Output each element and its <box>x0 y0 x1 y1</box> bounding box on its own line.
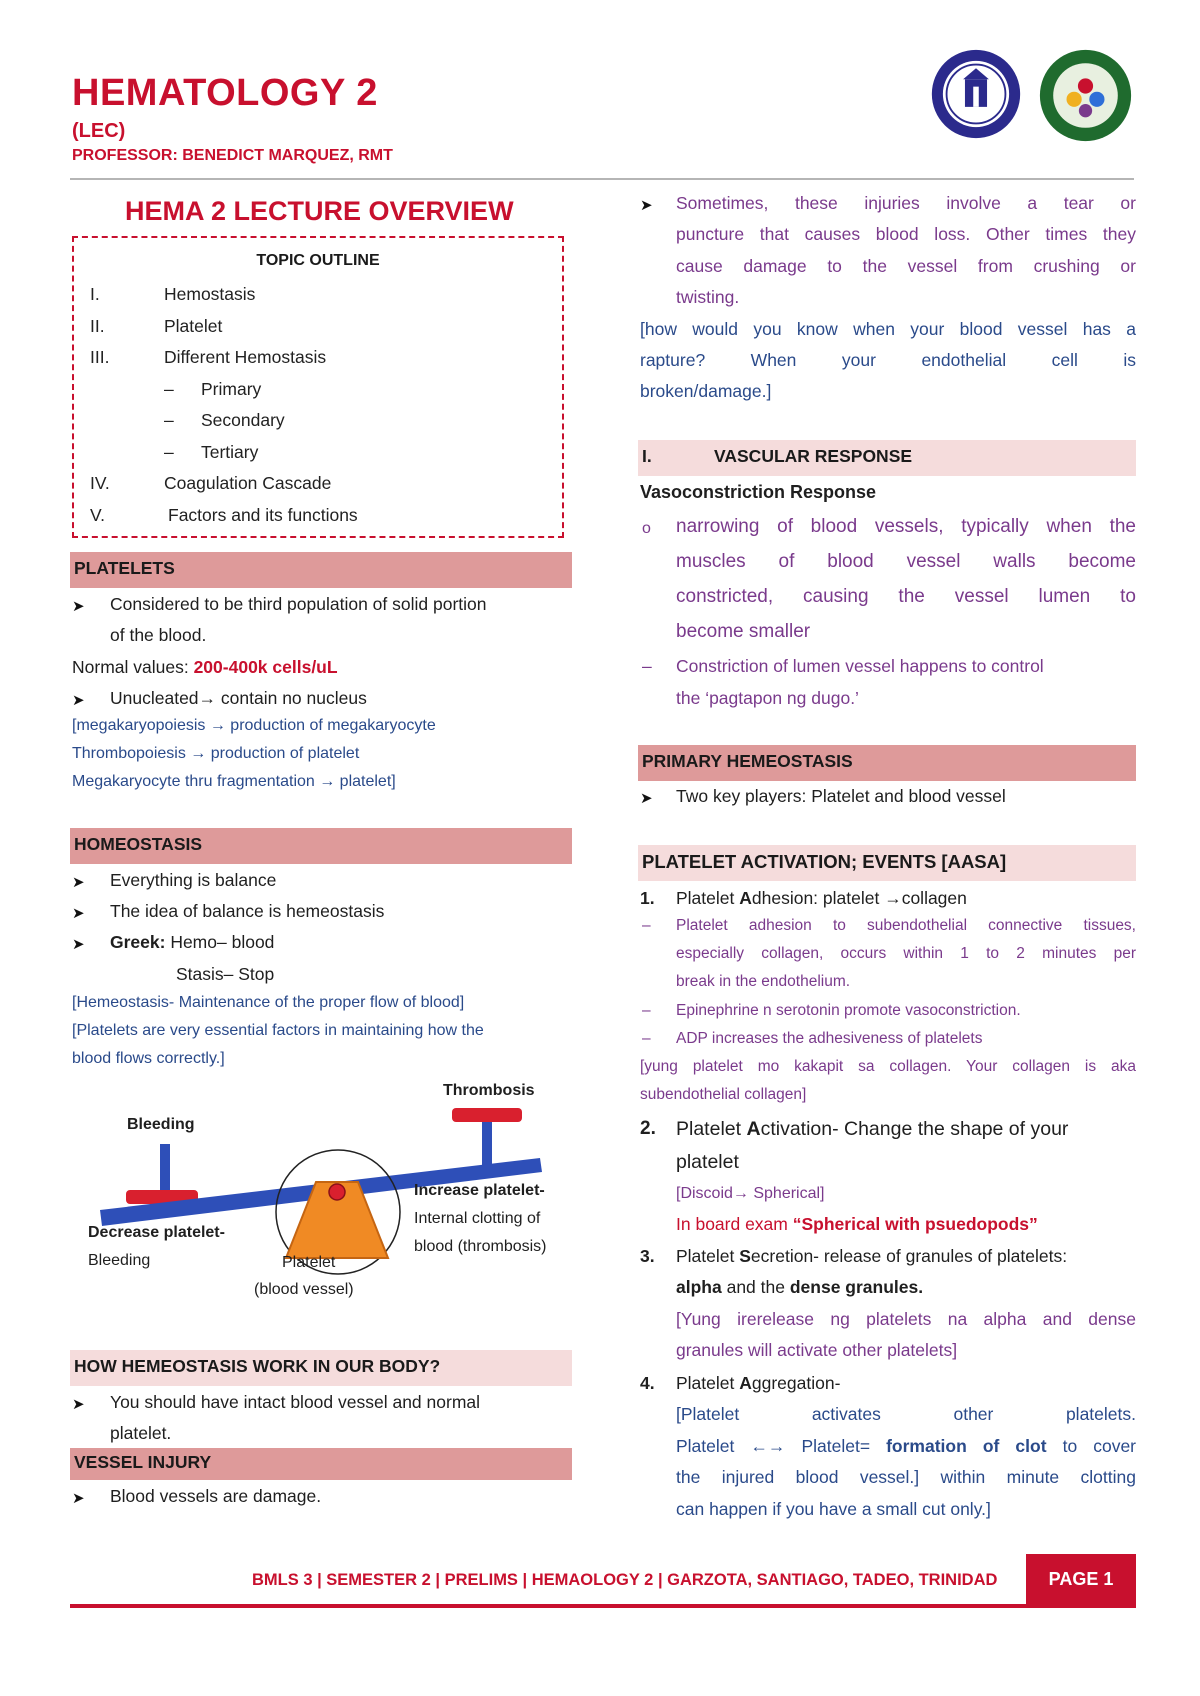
topic-outline-box: TOPIC OUTLINE I. Hemostasis II. Platelet III. Different Hemostasis – Primary – Secondary – Tertiary IV. Coagulation Cascade V. Factors and its functions <box>72 236 564 538</box>
rupture-note-line3: broken/damage.] <box>640 381 772 401</box>
seesaw-decrease-label: Decrease platelet- <box>88 1224 225 1241</box>
footer-text: BMLS 3 | SEMESTER 2 | PRELIMS | HEMAOLOGY 2 | GARZOTA, SANTIAGO, TADEO, TRINIDAD <box>252 1571 998 1589</box>
platelets-note-3: Megakaryocyte thru fragmentation → platelet] <box>72 773 396 790</box>
dash-bullet: – <box>642 1030 651 1047</box>
seesaw-label-thrombosis: Thrombosis <box>443 1082 535 1099</box>
event-1-sub1-line2: especially collagen, occurs within 1 to 2 minutes per <box>676 945 1136 962</box>
platelets-bullet-1: Considered to be third population of solid portion <box>110 594 487 614</box>
injury-para-line4: twisting. <box>676 287 740 307</box>
overview-title: HEMA 2 LECTURE OVERVIEW <box>125 196 514 226</box>
event-3-note-line1: [Yung irerelease ng platelets na alpha and dense <box>676 1309 1136 1329</box>
document-title: HEMATOLOGY 2 <box>72 72 378 114</box>
professor-line: PROFESSOR: BENEDICT MARQUEZ, RMT <box>72 147 393 164</box>
vaso-line2: muscles of blood vessel walls become <box>676 551 1136 572</box>
vaso-line3: constricted, causing the vessel lumen to <box>676 586 1136 607</box>
constriction-line2: the ‘pagtapon ng dugo.’ <box>676 688 859 708</box>
page-number: PAGE 1 <box>1026 1554 1136 1606</box>
seesaw-blood-vessel: (blood vessel) <box>254 1281 354 1298</box>
document-subtitle: (LEC) <box>72 120 126 142</box>
how-line-2: platelet. <box>110 1423 172 1443</box>
college-seal-logo <box>1038 48 1133 143</box>
dash-bullet: – <box>642 917 651 934</box>
homeostasis-note-2: [Platelets are very essential factors in maintaining how the <box>72 1022 484 1039</box>
event-4-title: Platelet Aggregation- <box>676 1373 841 1393</box>
greek-stasis: Stasis– Stop <box>176 964 275 984</box>
arrow-bullet-icon: ➤ <box>72 692 85 709</box>
injury-para-line3: cause damage to the vessel from crushing or <box>676 256 1136 276</box>
event-3-number: 3. <box>640 1246 655 1266</box>
greek-definition: Greek: Hemo– blood <box>110 932 275 952</box>
arrow-bullet-icon: ➤ <box>640 197 653 214</box>
event-1-sub3: ADP increases the adhesiveness of platelets <box>676 1030 983 1047</box>
platelets-bullet-1-cont: of the blood. <box>110 625 207 645</box>
event-3-line2: alpha and the dense granules. <box>676 1277 924 1297</box>
event-4-line4: the injured blood vessel.] within minute clotting <box>676 1467 1136 1487</box>
event-3-note-line2: granules will activate other platelets] <box>676 1340 958 1360</box>
section-heading-activation: PLATELET ACTIVATION; EVENTS [AASA] <box>638 845 1136 881</box>
homeostasis-note-3: blood flows correctly.] <box>72 1050 225 1067</box>
outline-heading: TOPIC OUTLINE <box>256 252 380 269</box>
seesaw-increase-label: Increase platelet- <box>414 1182 545 1199</box>
rupture-note-line1: [how would you know when your blood vessel has a <box>640 319 1136 339</box>
arrow-bullet-icon: ➤ <box>72 874 85 891</box>
rupture-note-line2: rapture? When your endothelial cell is <box>640 350 1136 370</box>
event-2-number: 2. <box>640 1118 656 1139</box>
vaso-title: Vasoconstriction Response <box>640 482 877 502</box>
event-1-title: Platelet Adhesion: platelet →collagen <box>676 888 967 908</box>
platelets-note-2: Thrombopoiesis → production of platelet <box>72 745 360 762</box>
event-2-title: Platelet Activation- Change the shape of your <box>676 1118 1069 1140</box>
section-heading-homeostasis: HOMEOSTASIS <box>70 828 572 864</box>
seesaw-label-bleeding: Bleeding <box>127 1116 195 1133</box>
dash-bullet: – <box>642 656 652 676</box>
section-heading-how: HOW HEMEOSTASIS WORK IN OUR BODY? <box>70 1350 572 1386</box>
homeostasis-bullet-2: The idea of balance is hemeostasis <box>110 901 385 921</box>
section-heading-vascular: I. VASCULAR RESPONSE <box>638 440 1136 476</box>
event-1-sub1-line1: Platelet adhesion to subendothelial connective tissues, <box>676 917 1136 934</box>
event-1-note-line2: subendothelial collagen] <box>640 1086 807 1103</box>
section-heading-primary: PRIMARY HEMEOSTASIS <box>638 745 1136 781</box>
seesaw-platelet: Platelet <box>282 1254 336 1271</box>
vessel-injury-bullet: Blood vessels are damage. <box>110 1486 322 1506</box>
vaso-line1: narrowing of blood vessels, typically when the <box>676 516 1136 537</box>
event-4-line5: can happen if you have a small cut only.] <box>676 1499 991 1519</box>
constriction-line1: Constriction of lumen vessel happens to control <box>676 656 1044 676</box>
arrow-bullet-icon: ➤ <box>640 790 653 807</box>
event-2-line2: platelet <box>676 1151 739 1173</box>
primary-bullet: Two key players: Platelet and blood vessel <box>676 786 1006 806</box>
event-4-line2: [Platelet activates other platelets. <box>676 1404 1136 1424</box>
seesaw-decrease-text: Bleeding <box>88 1252 151 1269</box>
arrow-bullet-icon: ➤ <box>72 598 85 615</box>
seesaw-increase-line1: Internal clotting of <box>414 1210 541 1227</box>
event-1-sub1-line3: break in the endothelium. <box>676 973 851 990</box>
normal-values: Normal values: 200-400k cells/uL <box>72 657 338 677</box>
circle-bullet-icon: o <box>642 520 651 537</box>
platelets-bullet-2: Unucleated→ contain no nucleus <box>110 688 367 708</box>
university-seal-logo <box>930 48 1022 140</box>
event-2-note: [Discoid→ Spherical] <box>676 1185 825 1202</box>
event-1-number: 1. <box>640 888 655 908</box>
event-2-board: In board exam “Spherical with psuedopods” <box>676 1214 1038 1234</box>
injury-para-line2: puncture that causes blood loss. Other times they <box>676 224 1136 244</box>
how-line-1: You should have intact blood vessel and normal <box>110 1392 481 1412</box>
event-3-title: Platelet Secretion- release of granules of platelets: <box>676 1246 1068 1266</box>
homeostasis-note-1: [Hemeostasis- Maintenance of the proper flow of blood] <box>72 994 465 1011</box>
arrow-bullet-icon: ➤ <box>72 1490 85 1507</box>
injury-para-line1: Sometimes, these injuries involve a tear or <box>676 193 1136 213</box>
homeostasis-bullet-1: Everything is balance <box>110 870 277 890</box>
footer-divider <box>70 1604 1136 1608</box>
platelets-note-1: [megakaryopoiesis → production of megakaryocyte <box>72 717 436 734</box>
dash-bullet: – <box>642 1002 651 1019</box>
event-1-sub2: Epinephrine n serotonin promote vasoconstriction. <box>676 1002 1021 1019</box>
section-heading-vessel-injury: VESSEL INJURY <box>70 1448 572 1480</box>
event-4-line3: Platelet ←→ Platelet= formation of clot to cover <box>676 1436 1137 1456</box>
arrow-bullet-icon: ➤ <box>72 1396 85 1413</box>
arrow-bullet-icon: ➤ <box>72 936 85 953</box>
arrow-bullet-icon: ➤ <box>72 905 85 922</box>
event-1-note-line1: [yung platelet mo kakapit sa collagen. Your collagen is aka <box>640 1058 1136 1075</box>
header-divider <box>70 178 1134 180</box>
vaso-line4: become smaller <box>676 621 811 642</box>
event-4-number: 4. <box>640 1373 655 1393</box>
section-heading-platelets: PLATELETS <box>70 552 572 588</box>
seesaw-increase-line2: blood (thrombosis) <box>414 1238 547 1255</box>
